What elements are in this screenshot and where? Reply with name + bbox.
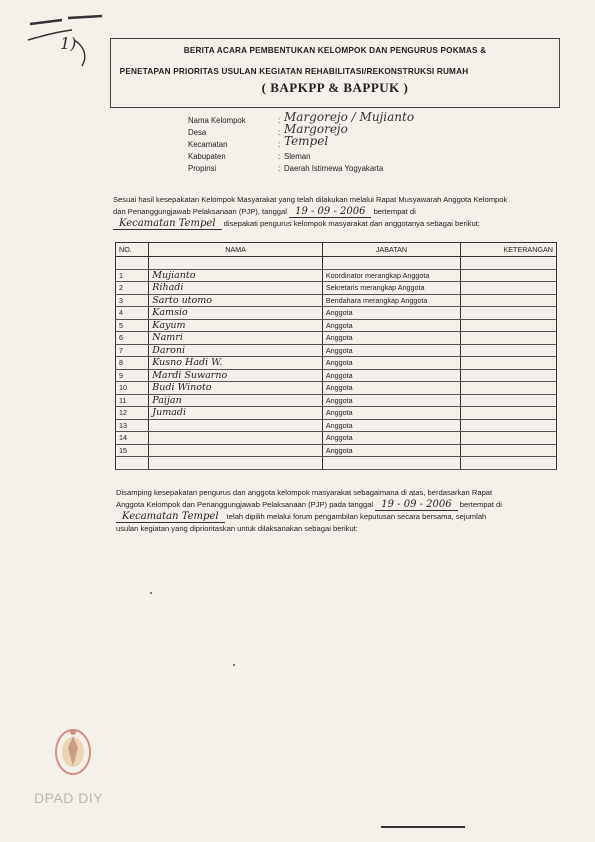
member-name: Kamsio xyxy=(152,307,188,319)
table-row xyxy=(116,269,557,282)
cell-no: 14 xyxy=(116,432,149,445)
cell-keterangan xyxy=(461,419,557,432)
member-name: Sarto utomo xyxy=(152,294,212,306)
identity-label: Nama Kelompok xyxy=(188,116,246,125)
speck xyxy=(150,592,152,594)
cell-no: 15 xyxy=(116,444,149,457)
cell-keterangan xyxy=(461,369,557,382)
identity-label: Kabupaten xyxy=(188,152,226,161)
paragraph-line xyxy=(116,499,556,511)
cell-keterangan xyxy=(461,357,557,370)
meeting-date-field: 19 - 09 - 2006 xyxy=(289,207,371,218)
member-name: Paijan xyxy=(152,394,182,406)
table-row xyxy=(116,444,557,457)
column-header-jabatan: JABATAN xyxy=(322,243,460,257)
cell-nama xyxy=(149,357,323,370)
cell-jabatan: Anggota xyxy=(322,319,460,332)
cell-nama xyxy=(149,407,323,420)
speck xyxy=(233,664,235,666)
cell-no: 12 xyxy=(116,407,149,420)
identity-label: Kecamatan xyxy=(188,140,228,149)
cell-keterangan xyxy=(461,382,557,395)
cell-jabatan: Anggota xyxy=(322,344,460,357)
cell-keterangan xyxy=(461,394,557,407)
identity-colon: : xyxy=(278,164,281,173)
cell-no: 6 xyxy=(116,332,149,345)
cell-nama xyxy=(149,432,323,445)
cell-jabatan xyxy=(322,257,460,270)
cell-jabatan: Anggota xyxy=(322,357,460,370)
cell-no: 5 xyxy=(116,319,149,332)
archive-seal-emblem xyxy=(52,726,94,778)
member-name: Jumadi xyxy=(152,407,187,419)
table-row xyxy=(116,319,557,332)
identity-colon: : xyxy=(278,128,281,137)
title-line-3: ( BAPKPP & BAPPUK ) xyxy=(261,80,409,95)
table-row xyxy=(116,457,557,470)
cell-jabatan: Anggota xyxy=(322,369,460,382)
table-row xyxy=(116,282,557,295)
table-row xyxy=(116,332,557,345)
column-header-no: NO. xyxy=(116,243,149,257)
cell-nama xyxy=(149,307,323,320)
cell-jabatan: Anggota xyxy=(322,407,460,420)
identity-label: Desa xyxy=(188,128,207,137)
paragraph-line: Sesuai hasil kesepakatan Kelompok Masyarakat yang telah dilakukan melalui Rapat Musyawarah Anggota Kelompok xyxy=(113,195,508,204)
cell-keterangan xyxy=(461,407,557,420)
paragraph-line xyxy=(113,218,557,230)
cell-keterangan xyxy=(461,319,557,332)
cell-nama xyxy=(149,457,323,470)
cell-jabatan xyxy=(322,457,460,470)
title-line-2: PENETAPAN PRIORITAS USULAN KEGIATAN REHABILITASI/REKONSTRUKSI RUMAH xyxy=(119,67,469,76)
identity-value: Tempel xyxy=(284,134,329,148)
members-table xyxy=(115,242,557,470)
cell-jabatan: Anggota xyxy=(322,307,460,320)
table-row xyxy=(116,294,557,307)
identity-value: Margorejo / Mujianto xyxy=(284,110,415,124)
table-row xyxy=(116,432,557,445)
cell-jabatan: Koordinator merangkap Anggota xyxy=(322,269,460,282)
cell-nama xyxy=(149,319,323,332)
title-box xyxy=(110,38,560,108)
cell-nama xyxy=(149,269,323,282)
column-header-keterangan: KETERANGAN xyxy=(461,243,557,257)
table-row xyxy=(116,307,557,320)
cell-no: 1 xyxy=(116,269,149,282)
member-name: Budi Winoto xyxy=(152,382,212,394)
cell-jabatan: Anggota xyxy=(322,419,460,432)
table-row xyxy=(116,369,557,382)
cell-nama xyxy=(149,332,323,345)
archive-watermark: DPAD DIY xyxy=(34,790,104,806)
identity-colon: : xyxy=(278,152,281,161)
cell-nama xyxy=(149,344,323,357)
cell-keterangan xyxy=(461,332,557,345)
paragraph-line: Disamping kesepakatan pengurus dan anggota kelompok masyarakat sebagaimana di atas, berdasarkan Rapat xyxy=(116,488,493,497)
paragraph-line xyxy=(113,206,557,218)
table-row xyxy=(116,357,557,370)
cell-nama xyxy=(149,394,323,407)
member-name: Kusno Hadi W. xyxy=(152,357,223,369)
cell-no: 4 xyxy=(116,307,149,320)
cell-jabatan: Anggota xyxy=(322,332,460,345)
agreement-paragraph xyxy=(113,194,557,230)
table-row xyxy=(116,257,557,270)
cell-keterangan xyxy=(461,444,557,457)
member-name: Kayum xyxy=(152,319,186,331)
member-name: Rihadi xyxy=(152,282,184,294)
cell-keterangan xyxy=(461,269,557,282)
member-name: Namri xyxy=(152,332,183,344)
paragraph-text: disepakati pengurus kelompok masyarakat dan anggotanya sebagai berikut: xyxy=(223,219,480,228)
cell-no: 8 xyxy=(116,357,149,370)
cell-no: 10 xyxy=(116,382,149,395)
table-row xyxy=(116,407,557,420)
cell-nama xyxy=(149,257,323,270)
footer-rule xyxy=(381,826,465,828)
cell-nama xyxy=(149,294,323,307)
meeting-date-field: 19 - 09 - 2006 xyxy=(375,500,457,511)
table-row xyxy=(116,382,557,395)
paragraph-text: dan Penanggungjawab Pelaksanaan (PJP), tanggal xyxy=(113,207,287,216)
cell-no xyxy=(116,257,149,270)
table-row xyxy=(116,419,557,432)
cell-jabatan: Anggota xyxy=(322,432,460,445)
paragraph-text: bertempat di xyxy=(459,500,502,509)
identity-colon: : xyxy=(278,116,281,125)
cell-nama xyxy=(149,369,323,382)
cell-no: 7 xyxy=(116,344,149,357)
paragraph-text: telah dipilih melalui forum pengambilan keputusan secara bersama, sejumlah xyxy=(226,512,487,521)
table-row xyxy=(116,394,557,407)
cell-no: 3 xyxy=(116,294,149,307)
cell-nama xyxy=(149,282,323,295)
cell-jabatan: Sekretaris merangkap Anggota xyxy=(322,282,460,295)
cell-no: 9 xyxy=(116,369,149,382)
identity-value: Daerah Istimewa Yogyakarta xyxy=(284,164,384,173)
page-number-mark: 1) xyxy=(60,34,77,53)
table-header-row xyxy=(116,243,557,257)
identity-label: Propinsi xyxy=(188,164,217,173)
column-header-nama: NAMA xyxy=(149,243,323,257)
cell-jabatan: Anggota xyxy=(322,394,460,407)
cell-no: 2 xyxy=(116,282,149,295)
member-name: Daroni xyxy=(152,344,185,356)
cell-no xyxy=(116,457,149,470)
member-name: Mardi Suwarno xyxy=(152,369,228,381)
paragraph-line xyxy=(116,511,556,523)
meeting-place-field: Kecamatan Tempel xyxy=(113,219,222,230)
cell-jabatan: Anggota xyxy=(322,382,460,395)
identity-value: Margorejo xyxy=(284,122,348,136)
cell-nama xyxy=(149,419,323,432)
title-line-1: BERITA ACARA PEMBENTUKAN KELOMPOK DAN PENGURUS POKMAS & xyxy=(183,46,487,55)
cell-keterangan xyxy=(461,344,557,357)
meeting-place-field: Kecamatan Tempel xyxy=(116,512,225,523)
paragraph-text: Anggota Kelompok dan Penanggungjawab Pelaksanaan (PJP) pada tanggal xyxy=(116,500,374,509)
cell-keterangan xyxy=(461,257,557,270)
cell-keterangan xyxy=(461,432,557,445)
cell-no: 13 xyxy=(116,419,149,432)
cell-jabatan: Anggota xyxy=(322,444,460,457)
cell-keterangan xyxy=(461,282,557,295)
member-name: Mujianto xyxy=(152,269,196,281)
paragraph-text: bertempat di xyxy=(373,207,416,216)
identity-value: Sleman xyxy=(284,152,311,161)
cell-keterangan xyxy=(461,294,557,307)
cell-nama xyxy=(149,382,323,395)
cell-nama xyxy=(149,444,323,457)
paragraph-line: usulan kegiatan yang diprioritaskan untuk dilaksanakan sebagai berikut: xyxy=(116,524,358,533)
priority-paragraph xyxy=(116,487,556,535)
cell-no: 11 xyxy=(116,394,149,407)
cell-keterangan xyxy=(461,307,557,320)
table-row xyxy=(116,344,557,357)
identity-colon: : xyxy=(278,140,281,149)
cell-keterangan xyxy=(461,457,557,470)
cell-jabatan: Bendahara merangkap Anggota xyxy=(322,294,460,307)
